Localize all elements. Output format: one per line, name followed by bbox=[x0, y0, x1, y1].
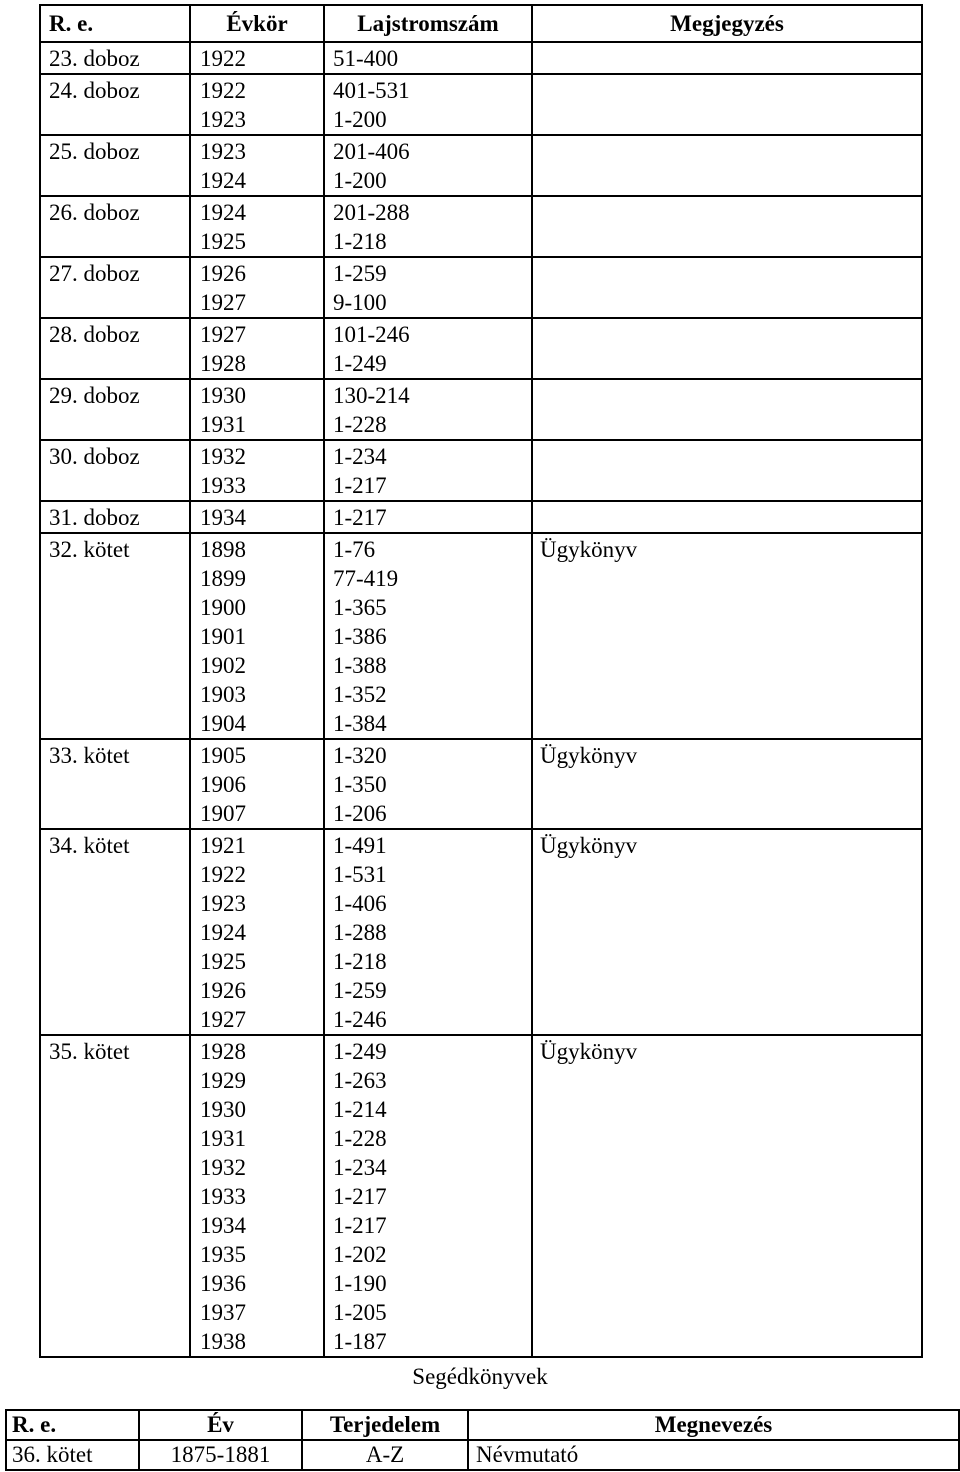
register-range: 1-365 bbox=[333, 595, 387, 620]
year-value: 1922 bbox=[200, 78, 246, 103]
aux-cell-terjedelem: A-Z bbox=[302, 1440, 468, 1470]
aux-header-megnevezes: Megnevezés bbox=[468, 1410, 959, 1440]
auxiliary-books-title: Segédkönyvek bbox=[412, 1364, 548, 1389]
records-body bbox=[40, 42, 922, 1357]
register-range: 1-217 bbox=[333, 505, 387, 530]
year-value: 1923 bbox=[200, 891, 246, 916]
year-value: 1935 bbox=[200, 1242, 246, 1267]
register-range: 1-187 bbox=[333, 1329, 387, 1354]
register-range: 1-214 bbox=[333, 1097, 387, 1122]
unit-label: 26. doboz bbox=[49, 200, 140, 225]
register-range: 1-202 bbox=[333, 1242, 387, 1267]
register-range: 101-246 bbox=[333, 322, 410, 347]
register-range: 1-206 bbox=[333, 801, 387, 826]
year-value: 1931 bbox=[200, 1126, 246, 1151]
year-value: 1927 bbox=[200, 322, 246, 347]
cell-evkor bbox=[190, 739, 324, 829]
register-range: 51-400 bbox=[333, 46, 399, 71]
year-value: 1906 bbox=[200, 772, 246, 797]
cell-evkor bbox=[190, 42, 324, 74]
register-range: 1-388 bbox=[333, 653, 387, 678]
unit-label: 31. doboz bbox=[49, 505, 140, 530]
aux-table-row bbox=[6, 1440, 959, 1470]
header-re: R. e. bbox=[40, 5, 190, 42]
year-value: 1899 bbox=[200, 566, 246, 591]
year-value: 1923 bbox=[200, 139, 246, 164]
unit-label: 32. kötet bbox=[49, 537, 130, 562]
note-text: Ügykönyv bbox=[540, 1039, 638, 1064]
register-range: 1-259 bbox=[333, 261, 387, 286]
register-range: 1-228 bbox=[333, 1126, 387, 1151]
register-range: 1-200 bbox=[333, 168, 387, 193]
table-row bbox=[40, 501, 922, 533]
aux-header-terjedelem: Terjedelem bbox=[302, 1410, 468, 1440]
cell-megjegyzes bbox=[532, 440, 922, 501]
table-row bbox=[40, 196, 922, 257]
table-row bbox=[40, 829, 922, 1035]
cell-lajstromszam bbox=[324, 257, 532, 318]
cell-evkor bbox=[190, 257, 324, 318]
aux-cell-megnevezes: Névmutató bbox=[468, 1440, 959, 1470]
cell-lajstromszam bbox=[324, 196, 532, 257]
year-value: 1928 bbox=[200, 1039, 246, 1064]
cell-re bbox=[40, 257, 190, 318]
cell-megjegyzes bbox=[532, 739, 922, 829]
year-value: 1927 bbox=[200, 1007, 246, 1032]
register-range: 1-259 bbox=[333, 978, 387, 1003]
register-range: 1-234 bbox=[333, 1155, 387, 1180]
year-value: 1907 bbox=[200, 801, 246, 826]
unit-label: 28. doboz bbox=[49, 322, 140, 347]
cell-re bbox=[40, 829, 190, 1035]
cell-lajstromszam bbox=[324, 501, 532, 533]
cell-re bbox=[40, 501, 190, 533]
cell-lajstromszam bbox=[324, 318, 532, 379]
register-range: 1-531 bbox=[333, 862, 387, 887]
year-value: 1926 bbox=[200, 261, 246, 286]
year-value: 1931 bbox=[200, 412, 246, 437]
cell-lajstromszam bbox=[324, 74, 532, 135]
cell-lajstromszam bbox=[324, 1035, 532, 1357]
year-value: 1929 bbox=[200, 1068, 246, 1093]
year-value: 1925 bbox=[200, 229, 246, 254]
cell-re bbox=[40, 739, 190, 829]
year-value: 1936 bbox=[200, 1271, 246, 1296]
table-row bbox=[40, 1035, 922, 1357]
register-range: 9-100 bbox=[333, 290, 387, 315]
register-range: 1-218 bbox=[333, 229, 387, 254]
note-text: Ügykönyv bbox=[540, 743, 638, 768]
year-value: 1933 bbox=[200, 1184, 246, 1209]
unit-label: 35. kötet bbox=[49, 1039, 130, 1064]
register-range: 1-217 bbox=[333, 473, 387, 498]
year-value: 1925 bbox=[200, 949, 246, 974]
register-range: 1-352 bbox=[333, 682, 387, 707]
register-range: 1-384 bbox=[333, 711, 387, 736]
year-value: 1927 bbox=[200, 290, 246, 315]
register-range: 1-406 bbox=[333, 891, 387, 916]
unit-label: 23. doboz bbox=[49, 46, 140, 71]
register-range: 77-419 bbox=[333, 566, 399, 591]
table-row bbox=[40, 318, 922, 379]
cell-lajstromszam bbox=[324, 739, 532, 829]
cell-re bbox=[40, 533, 190, 739]
cell-megjegyzes bbox=[532, 379, 922, 440]
cell-lajstromszam bbox=[324, 440, 532, 501]
year-value: 1902 bbox=[200, 653, 246, 678]
records-table bbox=[39, 4, 923, 1358]
cell-lajstromszam bbox=[324, 135, 532, 196]
cell-evkor bbox=[190, 533, 324, 739]
cell-megjegyzes bbox=[532, 501, 922, 533]
year-value: 1922 bbox=[200, 46, 246, 71]
register-range: 1-217 bbox=[333, 1213, 387, 1238]
register-range: 1-263 bbox=[333, 1068, 387, 1093]
records-header-row bbox=[40, 5, 922, 42]
cell-re bbox=[40, 196, 190, 257]
cell-evkor bbox=[190, 74, 324, 135]
unit-label: 24. doboz bbox=[49, 78, 140, 103]
cell-evkor bbox=[190, 1035, 324, 1357]
cell-re bbox=[40, 440, 190, 501]
cell-re bbox=[40, 42, 190, 74]
cell-megjegyzes bbox=[532, 74, 922, 135]
unit-label: 30. doboz bbox=[49, 444, 140, 469]
cell-evkor bbox=[190, 440, 324, 501]
table-row bbox=[40, 42, 922, 74]
register-range: 130-214 bbox=[333, 383, 410, 408]
year-value: 1921 bbox=[200, 833, 246, 858]
year-value: 1898 bbox=[200, 537, 246, 562]
aux-cell-re: 36. kötet bbox=[6, 1440, 139, 1470]
cell-megjegyzes bbox=[532, 42, 922, 74]
header-megjegyzes: Megjegyzés bbox=[532, 5, 922, 42]
aux-cell-ev: 1875-1881 bbox=[139, 1440, 302, 1470]
year-value: 1924 bbox=[200, 200, 246, 225]
register-range: 1-76 bbox=[333, 537, 376, 562]
year-value: 1923 bbox=[200, 107, 246, 132]
register-range: 1-218 bbox=[333, 949, 387, 974]
register-range: 1-249 bbox=[333, 351, 387, 376]
year-value: 1937 bbox=[200, 1300, 246, 1325]
aux-header-row bbox=[6, 1410, 959, 1440]
register-range: 1-491 bbox=[333, 833, 387, 858]
year-value: 1922 bbox=[200, 862, 246, 887]
cell-megjegyzes bbox=[532, 1035, 922, 1357]
year-value: 1926 bbox=[200, 978, 246, 1003]
auxiliary-books-table bbox=[5, 1409, 960, 1471]
header-evkor: Évkör bbox=[190, 5, 324, 42]
register-range: 201-406 bbox=[333, 139, 410, 164]
register-range: 1-228 bbox=[333, 412, 387, 437]
cell-lajstromszam bbox=[324, 379, 532, 440]
table-row bbox=[40, 135, 922, 196]
register-range: 1-249 bbox=[333, 1039, 387, 1064]
unit-label: 29. doboz bbox=[49, 383, 140, 408]
cell-megjegyzes bbox=[532, 533, 922, 739]
register-range: 1-200 bbox=[333, 107, 387, 132]
register-range: 401-531 bbox=[333, 78, 410, 103]
cell-re bbox=[40, 135, 190, 196]
year-value: 1932 bbox=[200, 444, 246, 469]
year-value: 1938 bbox=[200, 1329, 246, 1354]
year-value: 1934 bbox=[200, 505, 246, 530]
year-value: 1932 bbox=[200, 1155, 246, 1180]
register-range: 1-320 bbox=[333, 743, 387, 768]
cell-evkor bbox=[190, 501, 324, 533]
year-value: 1904 bbox=[200, 711, 246, 736]
cell-megjegyzes bbox=[532, 196, 922, 257]
cell-lajstromszam bbox=[324, 533, 532, 739]
cell-evkor bbox=[190, 379, 324, 440]
note-text: Ügykönyv bbox=[540, 833, 638, 858]
header-lajstromszam: Lajstromszám bbox=[324, 5, 532, 42]
year-value: 1901 bbox=[200, 624, 246, 649]
cell-megjegyzes bbox=[532, 257, 922, 318]
year-value: 1934 bbox=[200, 1213, 246, 1238]
year-value: 1924 bbox=[200, 168, 246, 193]
register-range: 1-205 bbox=[333, 1300, 387, 1325]
register-range: 1-246 bbox=[333, 1007, 387, 1032]
register-range: 1-217 bbox=[333, 1184, 387, 1209]
table-row bbox=[40, 440, 922, 501]
cell-re bbox=[40, 1035, 190, 1357]
year-value: 1905 bbox=[200, 743, 246, 768]
aux-header-ev: Év bbox=[139, 1410, 302, 1440]
register-range: 1-350 bbox=[333, 772, 387, 797]
register-range: 1-190 bbox=[333, 1271, 387, 1296]
cell-re bbox=[40, 379, 190, 440]
table-row bbox=[40, 379, 922, 440]
table-row bbox=[40, 739, 922, 829]
cell-evkor bbox=[190, 196, 324, 257]
year-value: 1930 bbox=[200, 383, 246, 408]
cell-lajstromszam bbox=[324, 829, 532, 1035]
register-range: 1-386 bbox=[333, 624, 387, 649]
register-range: 201-288 bbox=[333, 200, 410, 225]
unit-label: 25. doboz bbox=[49, 139, 140, 164]
cell-re bbox=[40, 74, 190, 135]
unit-label: 34. kötet bbox=[49, 833, 130, 858]
year-value: 1933 bbox=[200, 473, 246, 498]
cell-megjegyzes bbox=[532, 135, 922, 196]
cell-megjegyzes bbox=[532, 318, 922, 379]
cell-lajstromszam bbox=[324, 42, 532, 74]
note-text: Ügykönyv bbox=[540, 537, 638, 562]
year-value: 1903 bbox=[200, 682, 246, 707]
table-row bbox=[40, 74, 922, 135]
unit-label: 33. kötet bbox=[49, 743, 130, 768]
year-value: 1924 bbox=[200, 920, 246, 945]
year-value: 1900 bbox=[200, 595, 246, 620]
year-value: 1930 bbox=[200, 1097, 246, 1122]
aux-header-re: R. e. bbox=[6, 1410, 139, 1440]
cell-evkor bbox=[190, 829, 324, 1035]
unit-label: 27. doboz bbox=[49, 261, 140, 286]
table-row bbox=[40, 533, 922, 739]
year-value: 1928 bbox=[200, 351, 246, 376]
table-row bbox=[40, 257, 922, 318]
register-range: 1-288 bbox=[333, 920, 387, 945]
cell-megjegyzes bbox=[532, 829, 922, 1035]
cell-evkor bbox=[190, 318, 324, 379]
register-range: 1-234 bbox=[333, 444, 387, 469]
cell-evkor bbox=[190, 135, 324, 196]
cell-re bbox=[40, 318, 190, 379]
